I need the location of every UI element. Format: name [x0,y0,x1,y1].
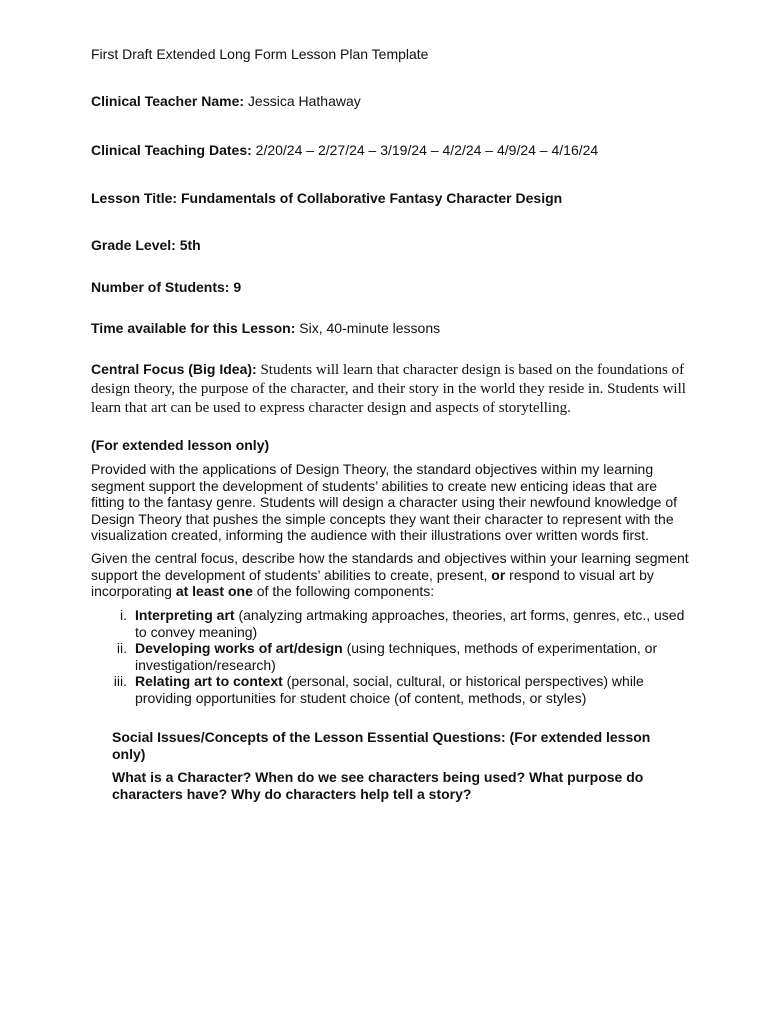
lesson-title: Lesson Title: Fundamentals of Collaborative Fantasy Character Design [91,190,563,206]
list-item-text: (using techniques, methods of experimentation, or investigation/research) [135,640,658,673]
central-focus [91,360,691,417]
grade-level: Grade Level: 5th [91,237,201,253]
design-theory-paragraph: Provided with the applications of Design Theory, the standard objectives within my learning segment support the development of students’ abilities to create new enticing ideas that are fitting to the fantasy genre. Students will design a character using their newfound knowledge of Design Theory that pushes the simple concepts they want their character to represent with the visualization created, informing the audience with their illustrations over written words first. [91,461,678,543]
central-focus-text: Students will learn that character design is based on the foundations of design theory, the purpose of the character, and their story in the world they reside in. Students will learn that art can be used to express character design and aspects of storytelling. [91,362,686,416]
list-item-title: Interpreting art [135,607,235,623]
prompt-at-least-one: at least one [175,583,253,599]
list-item-title: Relating art to context [135,673,283,689]
list-item-number: ii. [116,640,127,656]
list-item-number: i. [120,607,127,623]
extended-lesson-heading: (For extended lesson only) [91,437,270,453]
prompt-part-3: of the following components: [252,583,435,599]
teaching-dates-label: Clinical Teaching Dates: [91,142,252,158]
list-item-text: (personal, social, cultural, or historical perspectives) while providing opportunities for student choice (of content, methods, or styles) [135,673,644,706]
list-item-text: (analyzing artmaking approaches, theories, art forms, genres, etc., used to convey meaning) [135,607,685,640]
list-item [91,673,691,706]
teacher-name-label: Clinical Teacher Name: [91,93,245,109]
social-issues-heading: Social Issues/Concepts of the Lesson Essential Questions: (For extended lesson only) [112,729,651,762]
central-focus-label: Central Focus (Big Idea): [91,361,257,377]
template-title: First Draft Extended Long Form Lesson Plan Template [91,46,429,62]
prompt-or: or [491,566,506,583]
list-item [91,607,691,640]
central-focus-prompt [91,550,691,600]
number-of-students-value: 9 [229,279,242,295]
components-list [91,607,691,706]
list-item-title: Developing works of art/design [135,640,343,656]
time-available-value: Six, 40-minute lessons [295,320,441,336]
time-available-line [91,320,440,336]
time-available-label: Time available for this Lesson: [91,320,296,336]
teaching-dates-value: 2/20/24 – 2/27/24 – 3/19/24 – 4/2/24 – 4/9/24 – 4/16/24 [251,142,599,158]
prompt-part-1: Given the central focus, describe how the standards and objectives within your learning segment support the development of students’ abilities to create, present, [91,550,689,583]
teaching-dates-line [91,142,598,158]
prompt-part-2: respond to visual art by incorporating [91,566,654,599]
essential-questions: What is a Character? When do we see characters being used? What purpose do characters have? Why do characters help tell a story? [112,769,644,802]
list-item [91,640,691,673]
number-of-students-label: Number of Students: [91,279,230,295]
number-of-students-line [91,279,241,295]
teacher-name-line [91,93,361,109]
list-item-number: iii. [113,673,127,689]
teacher-name-value: Jessica Hathaway [244,93,361,109]
